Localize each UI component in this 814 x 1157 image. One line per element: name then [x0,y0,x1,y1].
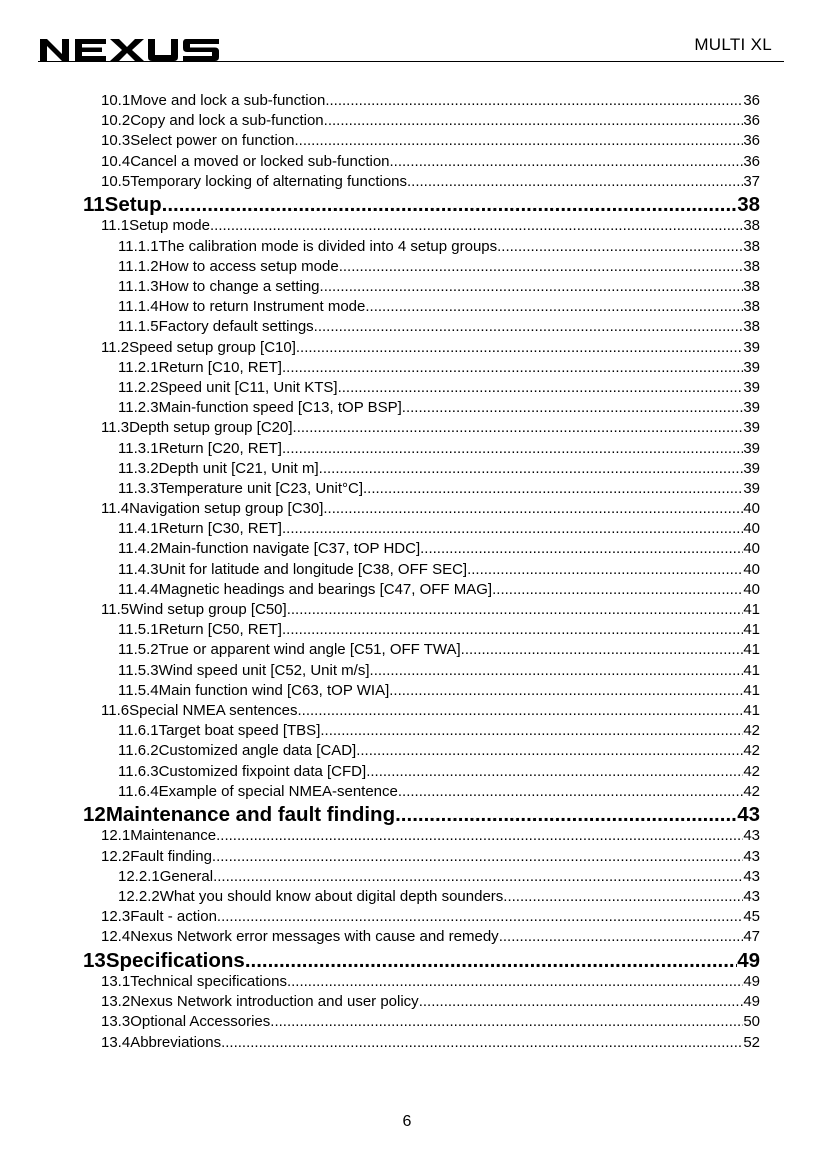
toc-dot-leader [287,973,743,990]
toc-entry-page: 41 [743,621,760,639]
toc-dot-leader [319,460,744,477]
toc-entry-number: 11.6.2 [118,742,159,760]
toc-entry-page: 42 [743,722,760,740]
toc-entry-title: Depth unit [C21, Unit m] [158,459,319,477]
toc-entry[interactable] [0,173,814,193]
toc-dot-leader [221,1034,743,1051]
toc-entry-title: Customized fixpoint data [CFD] [158,762,367,780]
toc-entry-number: 11.2 [101,338,130,356]
toc-entry[interactable] [0,339,814,359]
toc-entry[interactable] [0,399,814,419]
toc-entry-title: Speed unit [C11, Unit KTS] [158,378,338,396]
toc-entry-number: 10.2 [101,112,131,130]
toc-entry[interactable] [0,540,814,560]
toc-dot-leader [270,1013,743,1030]
toc-entry-title: Move and lock a sub-function [130,92,326,109]
toc-entry-number: 11.1.1 [118,237,159,255]
toc-entry-number: 11.4 [101,500,130,518]
toc-entry-page: 41 [743,641,760,659]
toc-entry-number: 12.3 [101,908,131,926]
toc-dot-leader [363,480,743,497]
toc-chapter-entry[interactable] [0,193,814,218]
toc-entry[interactable] [0,480,814,500]
toc-entry[interactable] [0,908,814,928]
toc-entry-number: 11.6.1 [118,722,159,740]
toc-dot-leader [339,258,744,275]
toc-entry-page: 40 [743,580,760,598]
toc-entry-page: 41 [743,661,760,679]
toc-dot-leader [323,500,743,517]
toc-entry-page: 38 [743,298,760,316]
toc-dot-leader [492,581,743,598]
toc-dot-leader [497,238,743,255]
toc-dot-leader [365,298,743,315]
toc-entry-title: Temperature unit [C23, Unit°C] [158,479,364,497]
toc-entry-page: 38 [743,278,760,295]
toc-entry-title: Temporary locking of alternating functions [130,172,408,190]
toc-entry-title: Special NMEA sentences [129,701,298,719]
toc-dot-leader [213,868,743,885]
toc-entry-number: 11.1 [101,217,130,235]
toc-dot-leader [467,561,743,578]
toc-entry-title: Main-function speed [C13, tOP BSP] [158,399,402,417]
toc-entry-number: 10.3 [101,132,131,150]
toc-entry-title: How to access setup mode [158,257,339,275]
toc-entry[interactable] [0,601,814,621]
toc-entry-title: Navigation setup group [C30] [129,500,324,518]
toc-entry[interactable] [0,682,814,702]
toc-entry-number: 12 [83,802,106,826]
toc-entry[interactable] [0,763,814,783]
toc-entry-page: 36 [743,132,760,150]
toc-entry-number: 11.6.4 [118,782,159,800]
toc-dot-leader [212,848,743,865]
toc-entry-number: 12.2.1 [118,867,160,885]
toc-entry-title: Setup [104,192,162,216]
toc-dot-leader [370,662,744,679]
toc-entry-number: 11.5.1 [118,621,159,639]
toc-entry-page: 43 [743,827,760,845]
toc-dot-leader [461,641,744,658]
toc-dot-leader [217,908,743,925]
toc-entry[interactable] [0,662,814,682]
toc-entry-page: 42 [743,742,760,760]
toc-entry-page: 39 [743,439,760,457]
toc-entry-page: 38 [743,318,760,336]
toc-entry[interactable] [0,722,814,742]
toc-dot-leader [325,92,743,109]
toc-entry[interactable] [0,318,814,338]
toc-dot-leader [503,888,743,905]
toc-entry-number: 10.4 [101,152,131,170]
toc-entry-number: 11.2.1 [118,358,159,376]
toc-entry-title: Target boat speed [TBS] [158,722,321,740]
toc-entry[interactable] [0,500,814,520]
toc-entry[interactable] [0,278,814,298]
toc-entry[interactable] [0,827,814,847]
toc-entry-title: Select power on function [130,132,295,150]
header-divider [38,61,784,62]
toc-entry-page: 40 [743,500,760,518]
toc-entry[interactable] [0,238,814,258]
toc-entry-title: Cancel a moved or locked sub-function [130,152,390,170]
toc-dot-leader [287,601,744,618]
toc-entry-page: 39 [743,338,760,356]
toc-entry-page: 36 [743,112,760,130]
toc-entry-page: 38 [743,217,760,235]
toc-entry[interactable] [0,359,814,379]
toc-entry[interactable] [0,298,814,318]
toc-entry-number: 13 [83,948,106,972]
toc-entry-title: Return [C20, RET] [158,439,282,457]
toc-entry-page: 37 [743,172,760,190]
toc-entry-number: 13.1 [101,973,131,990]
toc-entry-title: Setup mode [129,217,210,235]
toc-entry-number: 11.4.1 [118,520,159,538]
toc-entry-title: Factory default settings [158,318,314,336]
toc-entry-page: 41 [743,601,760,618]
toc-entry-page: 39 [743,358,760,376]
toc-entry-number: 11.3.2 [118,459,159,477]
toc-dot-leader [499,928,744,945]
toc-entry[interactable] [0,742,814,762]
toc-entry-title: Specifications [105,948,245,972]
toc-dot-leader [162,193,738,217]
toc-entry-number: 13.3 [101,1013,131,1031]
toc-dot-leader [282,520,743,537]
toc-entry-page: 36 [743,152,760,170]
toc-dot-leader [282,621,743,638]
toc-entry[interactable] [0,112,814,132]
toc-entry-number: 10.5 [101,172,131,190]
toc-entry[interactable] [0,419,814,439]
toc-dot-leader [366,763,743,780]
toc-entry[interactable] [0,928,814,948]
toc-entry-number: 11.3.3 [118,479,159,497]
toc-dot-leader [294,132,743,149]
toc-entry-number: 13.2 [101,993,131,1011]
toc-dot-leader [324,112,744,129]
toc-entry-page: 39 [743,419,760,437]
toc-entry[interactable] [0,868,814,888]
toc-entry-number: 11.2.3 [118,399,159,417]
toc-chapter-entry[interactable] [0,949,814,974]
toc-entry[interactable] [0,783,814,803]
toc-entry-title: Customized angle data [CAD] [158,742,357,760]
toc-dot-leader [216,827,743,844]
toc-entry-page: 39 [743,459,760,477]
toc-entry-number: 11.6.3 [118,762,159,780]
toc-entry-title: Speed setup group [C10] [129,338,296,356]
toc-entry-number: 11.4.4 [118,580,159,598]
toc-entry-number: 12.4 [101,928,131,946]
toc-entry-page: 43 [743,847,760,865]
toc-dot-leader [320,722,743,739]
toc-entry-title: Depth setup group [C20] [129,419,293,437]
toc-entry[interactable] [0,1034,814,1054]
toc-entry[interactable] [0,440,814,460]
toc-entry[interactable] [0,520,814,540]
toc-entry-number: 11.6 [101,701,130,719]
toc-entry-title: Technical specifications [130,973,287,990]
toc-entry[interactable] [0,973,814,993]
toc-entry-number: 11.1.2 [118,257,159,275]
toc-entry-page: 49 [743,993,760,1011]
toc-entry-page: 39 [743,378,760,396]
toc-entry-title: Fault - action [130,908,217,926]
toc-entry[interactable] [0,848,814,868]
toc-entry-title: Optional Accessories [130,1013,271,1031]
toc-entry[interactable] [0,460,814,480]
toc-entry-number: 11.3.1 [118,439,159,457]
toc-dot-leader [282,359,743,376]
page-header [0,0,814,70]
toc-entry-page: 50 [743,1013,760,1031]
toc-entry-number: 11.5.2 [118,641,159,659]
toc-entry-page: 42 [743,762,760,780]
toc-dot-leader [395,803,737,827]
toc-entry-number: 12.2.2 [118,887,160,905]
toc-dot-leader [314,318,744,335]
toc-entry-number: 11 [83,192,105,216]
toc-entry-number: 11.5.4 [118,681,159,699]
toc-entry-page: 42 [743,782,760,800]
toc-dot-leader [293,419,744,436]
toc-entry[interactable] [0,561,814,581]
toc-entry-number: 10.1 [101,92,131,109]
toc-entry-page: 40 [743,560,760,578]
table-of-contents [0,92,814,1054]
toc-entry-title: Wind speed unit [C52, Unit m/s] [158,661,370,679]
toc-entry-title: Nexus Network error messages with cause and remedy [130,928,499,946]
toc-entry-title: How to change a setting [158,278,320,295]
toc-entry-page: 52 [743,1033,760,1051]
toc-entry-title: Copy and lock a sub-function [130,112,324,130]
toc-entry-title: Unit for latitude and longitude [C38, OFF SEC] [158,560,468,578]
toc-dot-leader [320,278,744,295]
toc-entry-page: 49 [737,948,760,972]
toc-entry-title: Return [C30, RET] [158,520,282,538]
toc-entry-number: 11.3 [101,419,130,437]
toc-entry-page: 49 [743,973,760,990]
toc-entry-page: 43 [743,887,760,905]
toc-entry[interactable] [0,92,814,112]
toc-entry-page: 43 [743,867,760,885]
toc-entry[interactable] [0,1013,814,1033]
toc-entry-title: The calibration mode is divided into 4 setup groups [158,237,498,255]
toc-dot-leader [210,217,743,234]
toc-chapter-entry[interactable] [0,803,814,828]
toc-entry-number: 11.1.4 [118,298,159,316]
toc-entry-title: Return [C50, RET] [158,621,282,639]
toc-entry-number: 11.4.3 [118,560,159,578]
toc-entry-page: 43 [737,802,760,826]
toc-dot-leader [398,783,743,800]
toc-entry-title: Return [C10, RET] [158,358,282,376]
toc-entry-number: 11.2.2 [118,378,159,396]
toc-entry-title: Maintenance and fault finding [105,802,396,826]
toc-entry-page: 39 [743,479,760,497]
toc-entry[interactable] [0,581,814,601]
toc-dot-leader [245,949,737,973]
toc-dot-leader [390,153,744,170]
toc-entry-number: 12.2 [101,847,131,865]
toc-entry-number: 13.4 [101,1033,131,1051]
toc-dot-leader [296,339,743,356]
toc-entry-page: 38 [737,192,760,216]
nexus-logo [40,36,220,62]
page-number: 6 [402,1113,412,1130]
toc-entry-title: Wind setup group [C50] [129,601,287,618]
toc-dot-leader [402,399,744,416]
toc-entry-number: 11.1.3 [118,278,159,295]
toc-entry-title: What you should know about digital depth sounders [159,887,504,905]
toc-entry[interactable] [0,993,814,1013]
toc-entry-title: True or apparent wind angle [C51, OFF TWA] [158,641,461,659]
toc-entry-page: 38 [743,257,760,275]
toc-entry-page: 41 [743,701,760,719]
toc-entry[interactable] [0,217,814,237]
toc-entry[interactable] [0,153,814,173]
toc-dot-leader [282,440,743,457]
toc-entry-page: 36 [743,92,760,109]
toc-entry-title: Nexus Network introduction and user policy [130,993,419,1011]
toc-entry-title: Example of special NMEA-sentence [158,782,398,800]
toc-dot-leader [407,173,743,190]
toc-entry[interactable] [0,258,814,278]
toc-entry-page: 39 [743,399,760,417]
toc-entry-number: 12.1 [101,827,131,845]
toc-entry-number: 11.4.2 [118,540,159,558]
toc-entry-title: How to return Instrument mode [158,298,366,316]
toc-dot-leader [389,682,743,699]
toc-entry-page: 38 [743,237,760,255]
toc-entry[interactable] [0,132,814,152]
toc-dot-leader [298,702,744,719]
toc-entry[interactable] [0,379,814,399]
toc-entry[interactable] [0,888,814,908]
toc-entry-number: 11.5.3 [118,661,159,679]
toc-entry-title: Maintenance [130,827,217,845]
document-title: MULTI XL [694,35,772,54]
toc-entry-page: 47 [743,928,760,946]
toc-entry-title: Main function wind [C63, tOP WIA] [158,681,390,699]
toc-dot-leader [420,540,743,557]
toc-entry-title: Main-function navigate [C37, tOP HDC] [158,540,421,558]
toc-entry-page: 45 [743,908,760,926]
toc-dot-leader [338,379,744,396]
toc-dot-leader [356,742,743,759]
toc-entry-page: 40 [743,520,760,538]
toc-entry-title: General [159,867,214,885]
toc-dot-leader [419,993,744,1010]
toc-entry-number: 11.5 [101,601,130,618]
toc-entry[interactable] [0,621,814,641]
toc-entry-title: Fault finding [130,847,212,865]
toc-entry[interactable] [0,702,814,722]
toc-entry-page: 40 [743,540,760,558]
toc-entry[interactable] [0,641,814,661]
toc-entry-page: 41 [743,681,760,699]
toc-entry-title: Abbreviations [130,1033,222,1051]
toc-entry-number: 11.1.5 [118,318,159,336]
toc-entry-title: Magnetic headings and bearings [C47, OFF MAG] [158,580,493,598]
